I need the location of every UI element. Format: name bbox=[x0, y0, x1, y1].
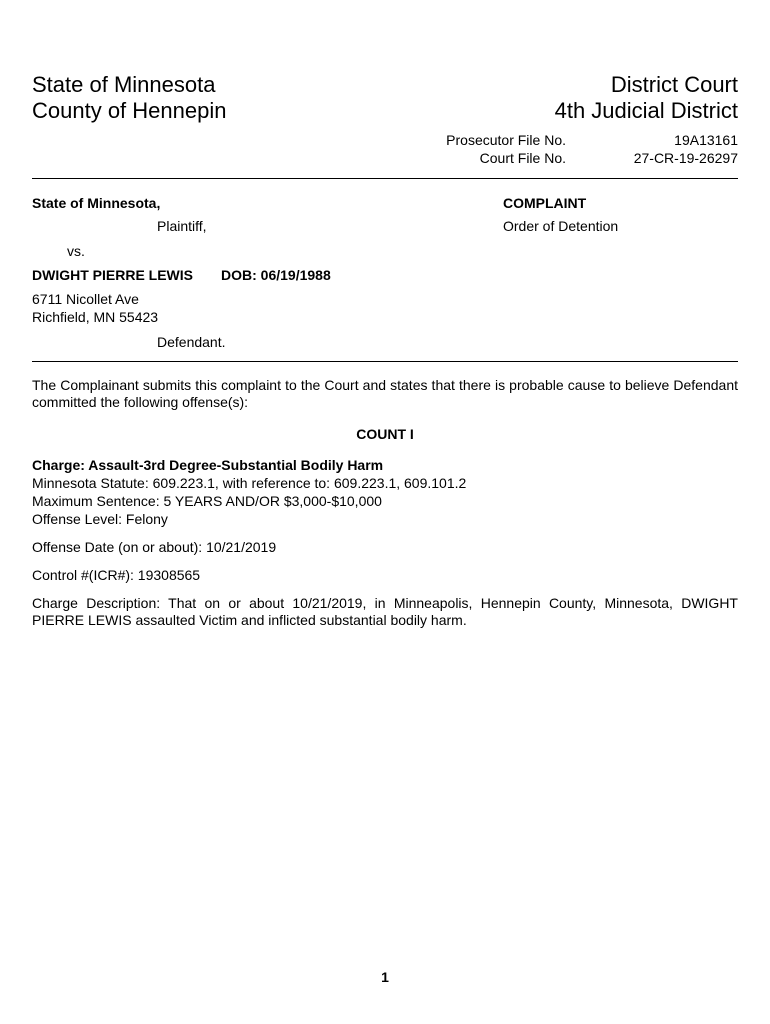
court-file-label: Court File No. bbox=[479, 150, 566, 166]
versus-label: vs. bbox=[67, 243, 85, 259]
court-heading: District Court bbox=[610, 72, 738, 97]
defendant-name: DWIGHT PIERRE LEWIS bbox=[32, 267, 193, 283]
header-divider bbox=[32, 178, 738, 179]
document-type: COMPLAINT bbox=[503, 195, 587, 211]
defendant-role: Defendant. bbox=[157, 334, 226, 350]
statute-line: Minnesota Statute: 609.223.1, with reference to: 609.223.1, 609.101.2 bbox=[32, 475, 467, 491]
offense-date-line: Offense Date (on or about): 10/21/2019 bbox=[32, 539, 277, 555]
control-number-line: Control #(ICR#): 19308565 bbox=[32, 567, 201, 583]
plaintiff-role: Plaintiff, bbox=[157, 218, 207, 234]
prosecutor-file-label: Prosecutor File No. bbox=[446, 132, 566, 148]
defendant-address-line1: 6711 Nicollet Ave bbox=[32, 291, 139, 307]
count-title: COUNT I bbox=[356, 426, 414, 442]
document-subtype: Order of Detention bbox=[503, 218, 619, 234]
complaint-intro: The Complainant submits this complaint to the Court and states that there is probable cause to believe Defendant committed the following offense(s): bbox=[32, 377, 738, 410]
caption-divider bbox=[32, 361, 738, 362]
charge-title: Charge: Assault-3rd Degree-Substantial Bodily Harm bbox=[32, 457, 384, 473]
defendant-address-line2: Richfield, MN 55423 bbox=[32, 309, 159, 325]
charge-description: Charge Description: That on or about 10/21/2019, in Minneapolis, Hennepin County, Minnesota, DWIGHT PIERRE LEWIS assaulted Victim and inflicted substantial bodily harm. bbox=[32, 595, 738, 628]
offense-level-line: Offense Level: Felony bbox=[32, 511, 168, 527]
plaintiff-name: State of Minnesota, bbox=[32, 195, 161, 211]
max-sentence-line: Maximum Sentence: 5 YEARS AND/OR $3,000-$10,000 bbox=[32, 493, 382, 509]
page-number: 1 bbox=[381, 969, 389, 985]
prosecutor-file-number: 19A13161 bbox=[674, 132, 738, 148]
court-file-number: 27-CR-19-26297 bbox=[633, 150, 738, 166]
state-heading: State of Minnesota bbox=[32, 72, 216, 97]
defendant-dob: DOB: 06/19/1988 bbox=[221, 267, 331, 283]
county-heading: County of Hennepin bbox=[32, 98, 227, 123]
district-heading: 4th Judicial District bbox=[554, 98, 738, 123]
